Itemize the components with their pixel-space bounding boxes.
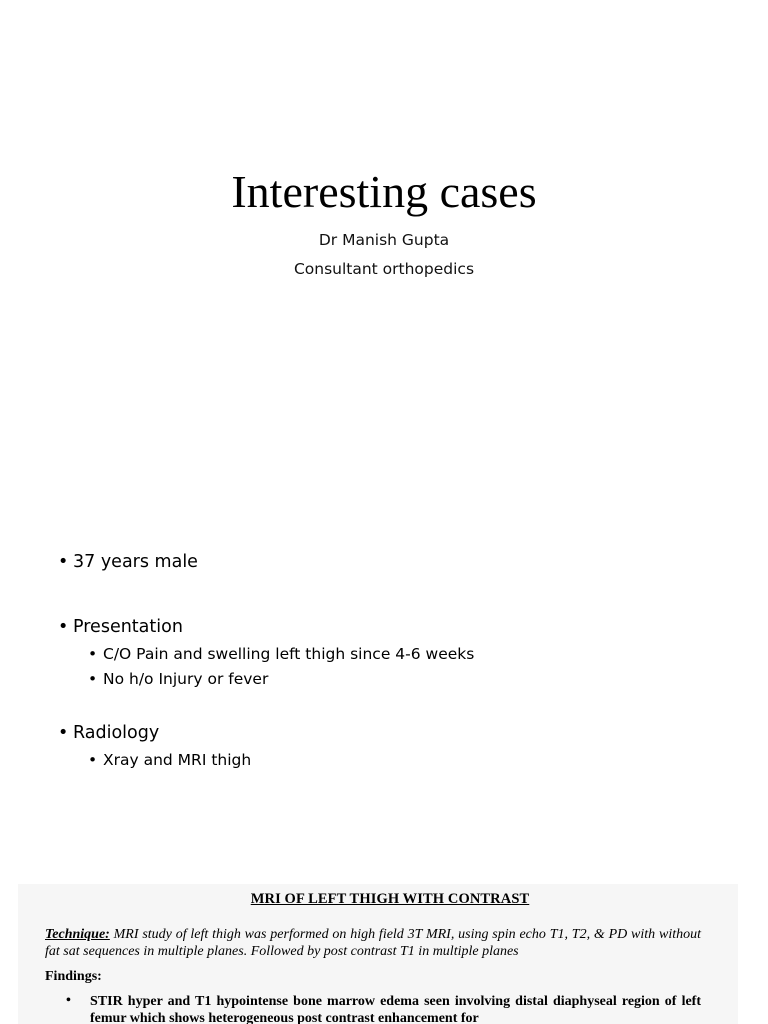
report-title: MRI OF LEFT THIGH WITH CONTRAST (250, 891, 530, 907)
bullet-dot: • (58, 723, 69, 743)
sub-bullet-text: No h/o Injury or fever (103, 670, 269, 688)
findings-label: Findings: (45, 969, 102, 984)
bullet-dot: • (88, 645, 98, 663)
bullet-text: Presentation (73, 617, 183, 637)
sub-bullet-text: C/O Pain and swelling left thigh since 4-6 weeks (103, 645, 475, 663)
sub-bullet-imaging (88, 750, 251, 770)
sub-bullet-history (88, 669, 268, 689)
bullet-text: Radiology (73, 723, 160, 743)
sub-bullet-text: Xray and MRI thigh (103, 751, 252, 769)
case-summary-slide (0, 540, 768, 840)
slide-title: Interesting cases (231, 166, 537, 217)
bullet-text: 37 years male (73, 552, 198, 572)
technique-label: Technique: (45, 927, 110, 942)
bullet-radiology (58, 721, 159, 745)
technique-paragraph (45, 926, 701, 960)
author-name: Dr Manish Gupta (318, 231, 450, 249)
sub-bullet-complaint (88, 644, 474, 664)
bullet-dot: • (58, 552, 69, 572)
bullet-dot: • (58, 617, 69, 637)
technique-text: MRI study of left thigh was performed on high field 3T MRI, using spin echo T1, T2, & PD with without fat sat sequences in multiple planes. Followed by post contrast T1 in multiple planes (45, 927, 701, 959)
author-role: Consultant orthopedics (293, 260, 475, 278)
finding-bullet-dot: • (66, 993, 71, 1008)
finding-item-1: STIR hyper and T1 hypointense bone marrow edema seen involving distal diaphyseal region of left femur which shows heterogeneous post contrast enhancement for (90, 994, 701, 1024)
mri-report-scan (18, 884, 738, 1024)
bullet-dot: • (88, 670, 98, 688)
bullet-presentation (58, 615, 183, 639)
bullet-age-sex (58, 550, 198, 574)
bullet-dot: • (88, 751, 98, 769)
